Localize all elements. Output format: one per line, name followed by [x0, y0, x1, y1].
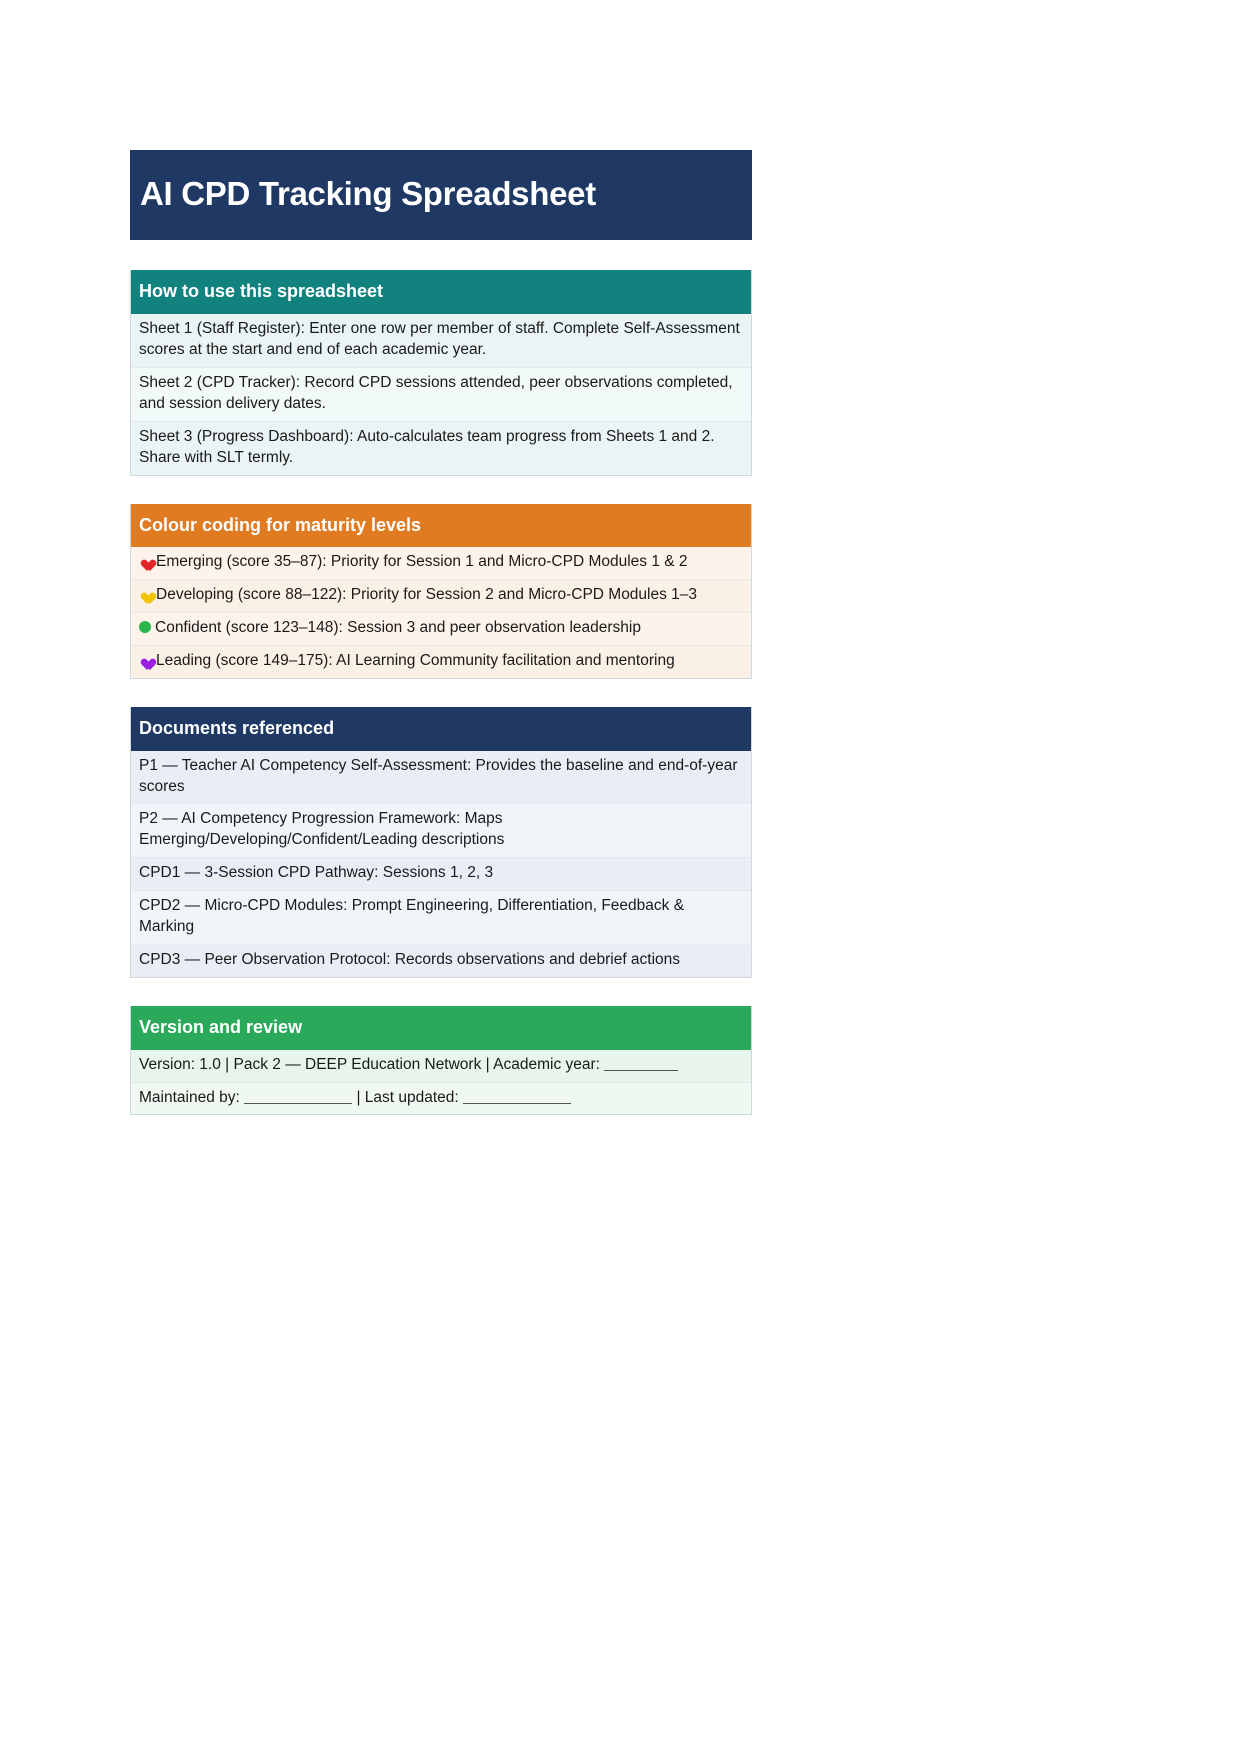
- section-colour-coding: [130, 504, 752, 679]
- howto-row: Sheet 1 (Staff Register): Enter one row per member of staff. Complete Self-Assessment scores at the start and end of each academic year.: [131, 314, 751, 368]
- page-title: AI CPD Tracking Spreadsheet: [140, 175, 596, 212]
- colour-row-label: Confident (score 123–148): Session 3 and peer observation leadership: [155, 619, 641, 637]
- colour-row-emerging: [131, 547, 751, 580]
- version-number: Version: 1.0: [139, 1055, 221, 1073]
- document-row: CPD1 — 3-Session CPD Pathway: Sessions 1, 2, 3: [131, 858, 751, 891]
- section-header-how-to-use: How to use this spreadsheet: [131, 270, 751, 314]
- colour-row-label: Emerging (score 35–87): Priority for Session 1 and Micro-CPD Modules 1 & 2: [156, 553, 688, 571]
- maintenance-info-row: [131, 1083, 751, 1115]
- section-how-to-use: [130, 270, 752, 475]
- purple-heart-icon: [139, 654, 152, 666]
- section-header-documents-referenced: Documents referenced: [131, 707, 751, 751]
- green-circle-icon: [139, 621, 151, 633]
- yellow-heart-icon: [139, 588, 152, 600]
- document-row: P1 — Teacher AI Competency Self-Assessment: Provides the baseline and end-of-year scores: [131, 751, 751, 805]
- separator: |: [485, 1055, 490, 1073]
- pack-name: Pack 2 — DEEP Education Network: [233, 1055, 482, 1073]
- academic-year-field[interactable]: [604, 1056, 678, 1070]
- colour-row-leading: [131, 646, 751, 678]
- document-body: [130, 150, 752, 1143]
- last-updated-field[interactable]: [463, 1089, 571, 1103]
- last-updated-label: Last updated:: [364, 1088, 459, 1106]
- section-documents-referenced: [130, 707, 752, 978]
- section-header-version-and-review: Version and review: [131, 1006, 751, 1050]
- colour-row-confident: [131, 613, 751, 646]
- academic-year-label: Academic year:: [493, 1055, 600, 1073]
- colour-row-label: Leading (score 149–175): AI Learning Community facilitation and mentoring: [156, 651, 675, 669]
- colour-row-label: Developing (score 88–122): Priority for Session 2 and Micro-CPD Modules 1–3: [156, 586, 698, 604]
- howto-row: Sheet 3 (Progress Dashboard): Auto-calculates team progress from Sheets 1 and 2. Share with SLT termly.: [131, 422, 751, 475]
- separator: |: [356, 1088, 361, 1106]
- maintained-by-label: Maintained by:: [139, 1088, 240, 1106]
- howto-row: Sheet 2 (CPD Tracker): Record CPD sessions attended, peer observations completed, and session delivery dates.: [131, 368, 751, 422]
- section-version-and-review: [130, 1006, 752, 1116]
- maintained-by-field[interactable]: [244, 1089, 352, 1103]
- document-title-banner: [130, 150, 752, 240]
- separator: |: [225, 1055, 230, 1073]
- document-row: P2 — AI Competency Progression Framework: Maps Emerging/Developing/Confident/Leading descriptions: [131, 804, 751, 858]
- section-header-colour-coding: Colour coding for maturity levels: [131, 504, 751, 548]
- version-info-row: [131, 1050, 751, 1083]
- document-row: CPD3 — Peer Observation Protocol: Records observations and debrief actions: [131, 945, 751, 977]
- document-row: CPD2 — Micro-CPD Modules: Prompt Engineering, Differentiation, Feedback & Marking: [131, 891, 751, 945]
- colour-row-developing: [131, 580, 751, 613]
- red-heart-icon: [139, 555, 152, 567]
